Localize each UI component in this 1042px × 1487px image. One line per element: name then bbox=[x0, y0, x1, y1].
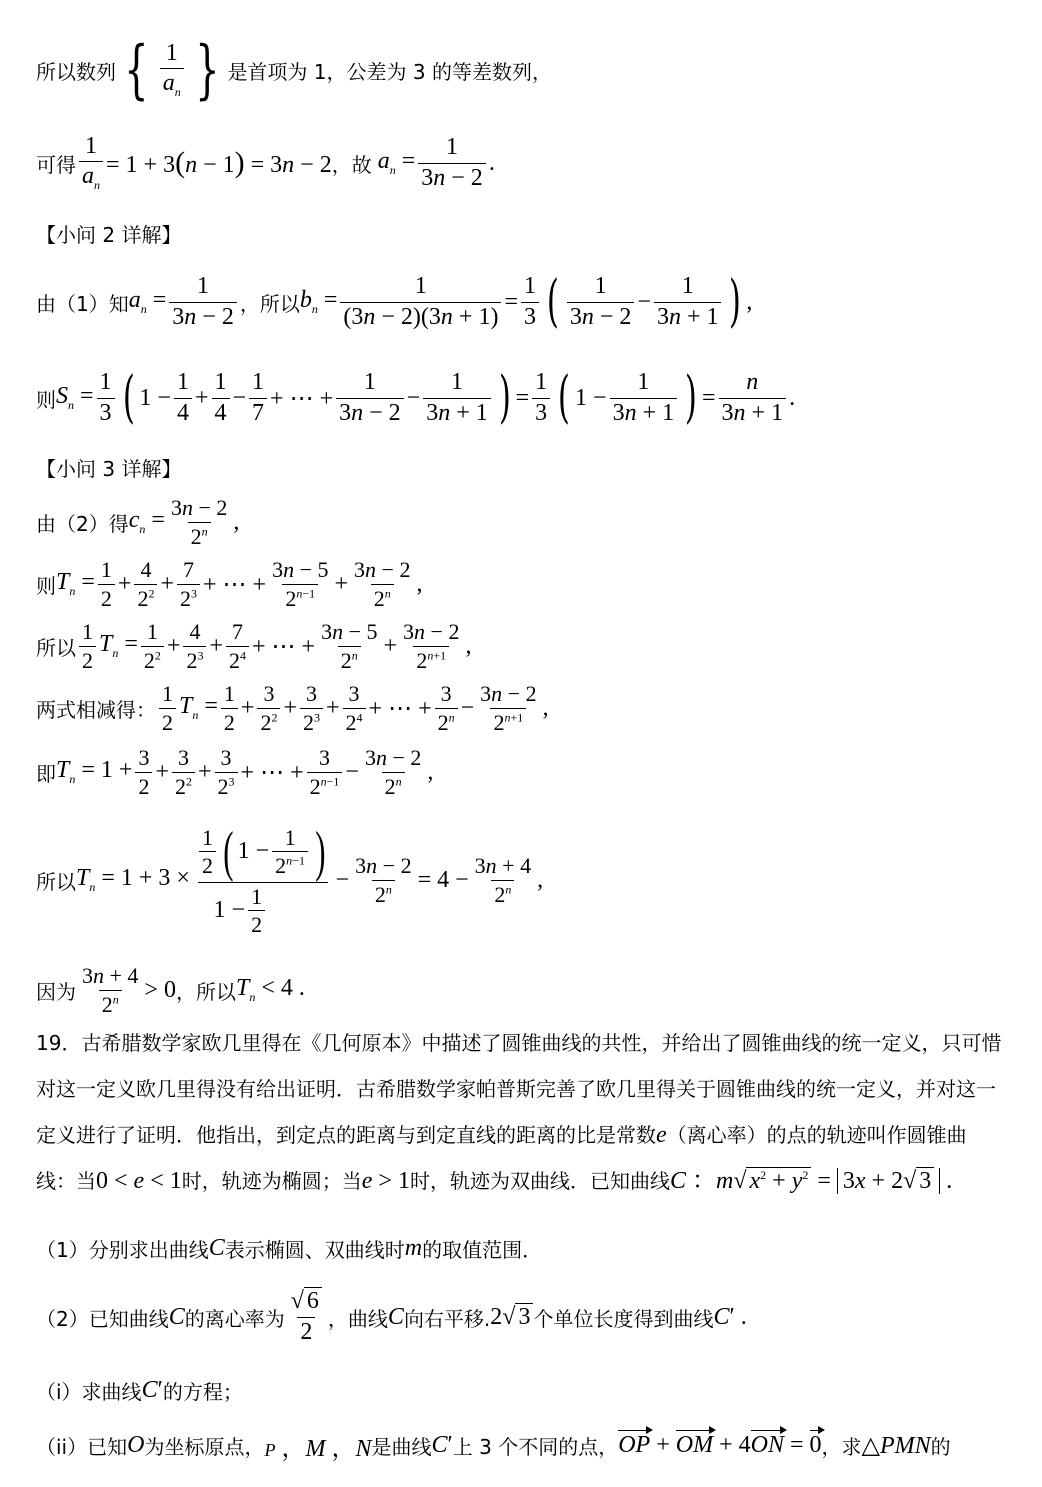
text: 所以数列 bbox=[36, 59, 116, 84]
equation: $S_n$ = bbox=[56, 383, 94, 412]
text: ，所以 bbox=[239, 291, 300, 316]
text: 表示椭圆、双曲线时 bbox=[224, 1237, 405, 1262]
fraction: $\frac{1}{3}$ bbox=[521, 274, 539, 329]
heading-text: 【小问 3 详解】 bbox=[36, 456, 182, 481]
text: 两式相减得： bbox=[36, 697, 156, 722]
text: 是首项为 1，公差为 3 的等差数列， bbox=[227, 59, 552, 84]
line-tn-result: 所以 $T_n = 1 + 3$ × $\frac{1}{2}$ ( 1 − $\frac{1}{2^{n-1}}$ ) 1 − $\frac{1}{2}$ − $\frac{3n - 2}{2^n}$ = 4 − $\frac{3n + 4}{2^n}$ , bbox=[36, 820, 544, 937]
text: 由（2）得 bbox=[36, 511, 129, 536]
text: 可得 bbox=[36, 152, 76, 177]
text: 个单位长度得到曲线 bbox=[533, 1306, 714, 1331]
text: （ii）已知 bbox=[36, 1434, 128, 1459]
text: 为坐标原点， bbox=[144, 1434, 265, 1459]
question-2-i: （i）求曲线 C′ 的方程； bbox=[36, 1376, 243, 1404]
math-ellipse-condition: 0 < e < 1 bbox=[96, 1168, 182, 1194]
equation: $a_n$ = bbox=[377, 148, 416, 177]
line-cn: 由（2）得 $c_n$ = $\frac{3n - 2}{2^n}$ , bbox=[36, 495, 240, 549]
nested-fraction: $\frac{1}{2}$ ( 1 − $\frac{1}{2^{n-1}}$ ) 1 − $\frac{1}{2}$ bbox=[193, 824, 333, 936]
text: 的 bbox=[930, 1434, 951, 1459]
math-hyperbola-condition: e > 1 bbox=[361, 1168, 410, 1194]
text: （2）已知曲线 bbox=[36, 1306, 169, 1331]
text: ，求 bbox=[821, 1434, 862, 1459]
text: ，曲线 bbox=[327, 1306, 388, 1331]
text: 向右平移. bbox=[403, 1306, 491, 1331]
math-e: e bbox=[656, 1122, 667, 1148]
equation: = 1 + 3(n − 1) = 3n − 2 bbox=[106, 146, 332, 179]
heading-text: 【小问 2 详解】 bbox=[36, 222, 182, 247]
text: 的方程； bbox=[162, 1379, 243, 1404]
text: ，所以 bbox=[175, 979, 236, 1004]
line-an-formula bbox=[36, 128, 495, 198]
fraction: $\frac{1}{3n - 2}$ bbox=[169, 274, 237, 329]
fraction: $\frac{1}{a_n}$ bbox=[160, 41, 184, 99]
problem-text: 时，轨迹为双曲线．已知曲线 bbox=[409, 1169, 670, 1193]
line-half-tn: 所以 $\frac{1}{2}$ $T_n$ = $\frac{1}{2^2}$ + $\frac{4}{2^3}$ + $\frac{7}{2^4}$ + ⋯ + $\frac{3n - 5}{2^n}$ + $\frac{3n - 2}{2^{n+1}}$ , bbox=[36, 619, 472, 673]
heading-part-3 bbox=[36, 452, 181, 482]
heading-part-2 bbox=[36, 218, 181, 248]
problem-text: 19．古希腊数学家欧几里得在《几何原本》中描述了圆锥曲线的共性，并给出了圆锥曲线的统一定义，只可惜对这一定义欧几里得没有给出证明．古希腊数学家帕普斯完善了欧几里得关于圆锥曲线的统一定义，并对这一定义进行了证明．他指出，到定点的距离与到定直线的距离的比是常数 bbox=[36, 1031, 1002, 1147]
paren: ( bbox=[546, 269, 559, 334]
text: 的离心率为 bbox=[184, 1306, 285, 1331]
text: 因为 bbox=[36, 979, 76, 1004]
fraction: $\frac{1}{3n - 2}$ bbox=[567, 274, 635, 329]
text: 上 3 个不同的点， bbox=[452, 1434, 619, 1459]
line-bn-formula: 由（1）知 $a_n$ = $\frac{1}{3n - 2}$ ，所以 $b_n$ = $\frac{1}{(3n - 2)(3n + 1)}$ = $\frac{1}{3}$ ( $\frac{1}{3n - 2}$ − $\frac{1}{3n + 1}$ ) , bbox=[36, 269, 753, 334]
period: . bbox=[488, 149, 495, 176]
fraction-eccentricity: $\frac{√ 6}{2}$ bbox=[288, 1289, 325, 1344]
equation: $a_n$ = bbox=[128, 287, 167, 316]
line-tn: 则 $T_n$ = $\frac{1}{2}$ + $\frac{4}{2^2}$ + $\frac{7}{2^3}$ + ⋯ + $\frac{3n - 5}{2^{n-1}}$ + $\frac{3n - 2}{2^n}$ , bbox=[36, 557, 423, 611]
question-2-ii: （ii）已知 O 为坐标原点， P ，M ，N 是曲线 C′ 上 3 个不同的点， OP + OM + 4ON = 0 ，求 △PMN 的 bbox=[36, 1431, 951, 1462]
text: （1）分别求出曲线 bbox=[36, 1237, 209, 1262]
paren: ) bbox=[729, 269, 742, 334]
text: 所以 bbox=[36, 635, 76, 660]
text: 即 bbox=[36, 761, 56, 786]
text: 的取值范围． bbox=[422, 1237, 543, 1262]
equation: = bbox=[504, 288, 518, 315]
equation: $b_n$ = bbox=[299, 287, 338, 316]
fraction: $\frac{1}{a_n}$ bbox=[79, 134, 103, 192]
problem-text: 时，轨迹为椭圆；当 bbox=[181, 1169, 362, 1193]
fraction: $\frac{1}{(3n - 2)(3n + 1)}$ bbox=[340, 274, 501, 329]
line-sn-formula: 则 $S_n$ = $\frac{1}{3}$ ( 1 − $\frac{1}{4}$ + $\frac{1}{4}$ − $\frac{1}{7}$ + ⋯ + $\frac{1}{3n - 2}$ − $\frac{1}{3n + 1}$ ) = $\frac{1}{3}$ ( 1 − $\frac{1}{3n + 1}$ ) = $\frac{n}{3n + 1}$ . bbox=[36, 365, 796, 430]
problem-19-statement bbox=[36, 1020, 1006, 1204]
line-conclusion: 因为 $\frac{3n + 4}{2^n}$ > 0 ，所以 $T_n < 4$ . bbox=[36, 963, 305, 1017]
text: 所以 bbox=[36, 869, 76, 894]
text: ，故 bbox=[331, 152, 372, 177]
left-brace: { bbox=[124, 33, 149, 107]
text: 由（1）知 bbox=[36, 291, 129, 316]
text: 则 bbox=[36, 387, 56, 412]
fraction: $\frac{1}{3n + 1}$ bbox=[654, 274, 722, 329]
line-sequence-reciprocal bbox=[36, 30, 552, 110]
line-tn-expanded: 即 $T_n = 1$ + $\frac{3}{2}$ + $\frac{3}{2^2}$ + $\frac{3}{2^3}$ + ⋯ + $\frac{3}{2^{n-1}}$ − $\frac{3n - 2}{2^n}$ , bbox=[36, 745, 434, 799]
right-brace: } bbox=[194, 33, 220, 107]
text: 是曲线 bbox=[371, 1434, 432, 1459]
question-1: （1）分别求出曲线 C 表示椭圆、双曲线时 m 的取值范围． bbox=[36, 1234, 543, 1262]
text: （i）求曲线 bbox=[36, 1379, 142, 1404]
text: 则 bbox=[36, 573, 56, 598]
fraction: $\frac{1}{3n - 2}$ bbox=[418, 135, 486, 190]
problem-text: （离心率）的点的轨迹叫作圆锥曲线：当 bbox=[36, 1123, 967, 1193]
question-2: （2）已知曲线 C 的离心率为 $\frac{√ 6}{2}$ ，曲线 C 向右平移. 2√ 3 个单位长度得到曲线 C′ . bbox=[36, 1288, 747, 1345]
math-curve-equation: C ：m√ $x^2 + y^2 = 3x + 2√$ 3 . bbox=[669, 1168, 953, 1194]
line-subtract: 两式相减得： $\frac{1}{2}$ $T_n$ = $\frac{1}{2}$ + $\frac{3}{2^2}$ + $\frac{3}{2^3}$ + $\frac{3}{2^4}$ + ⋯ + $\frac{3}{2^n}$ − $\frac{3n - 2}{2^{n+1}}$ , bbox=[36, 681, 549, 735]
vector-equation: OP + OM + 4ON = 0 bbox=[618, 1431, 822, 1458]
